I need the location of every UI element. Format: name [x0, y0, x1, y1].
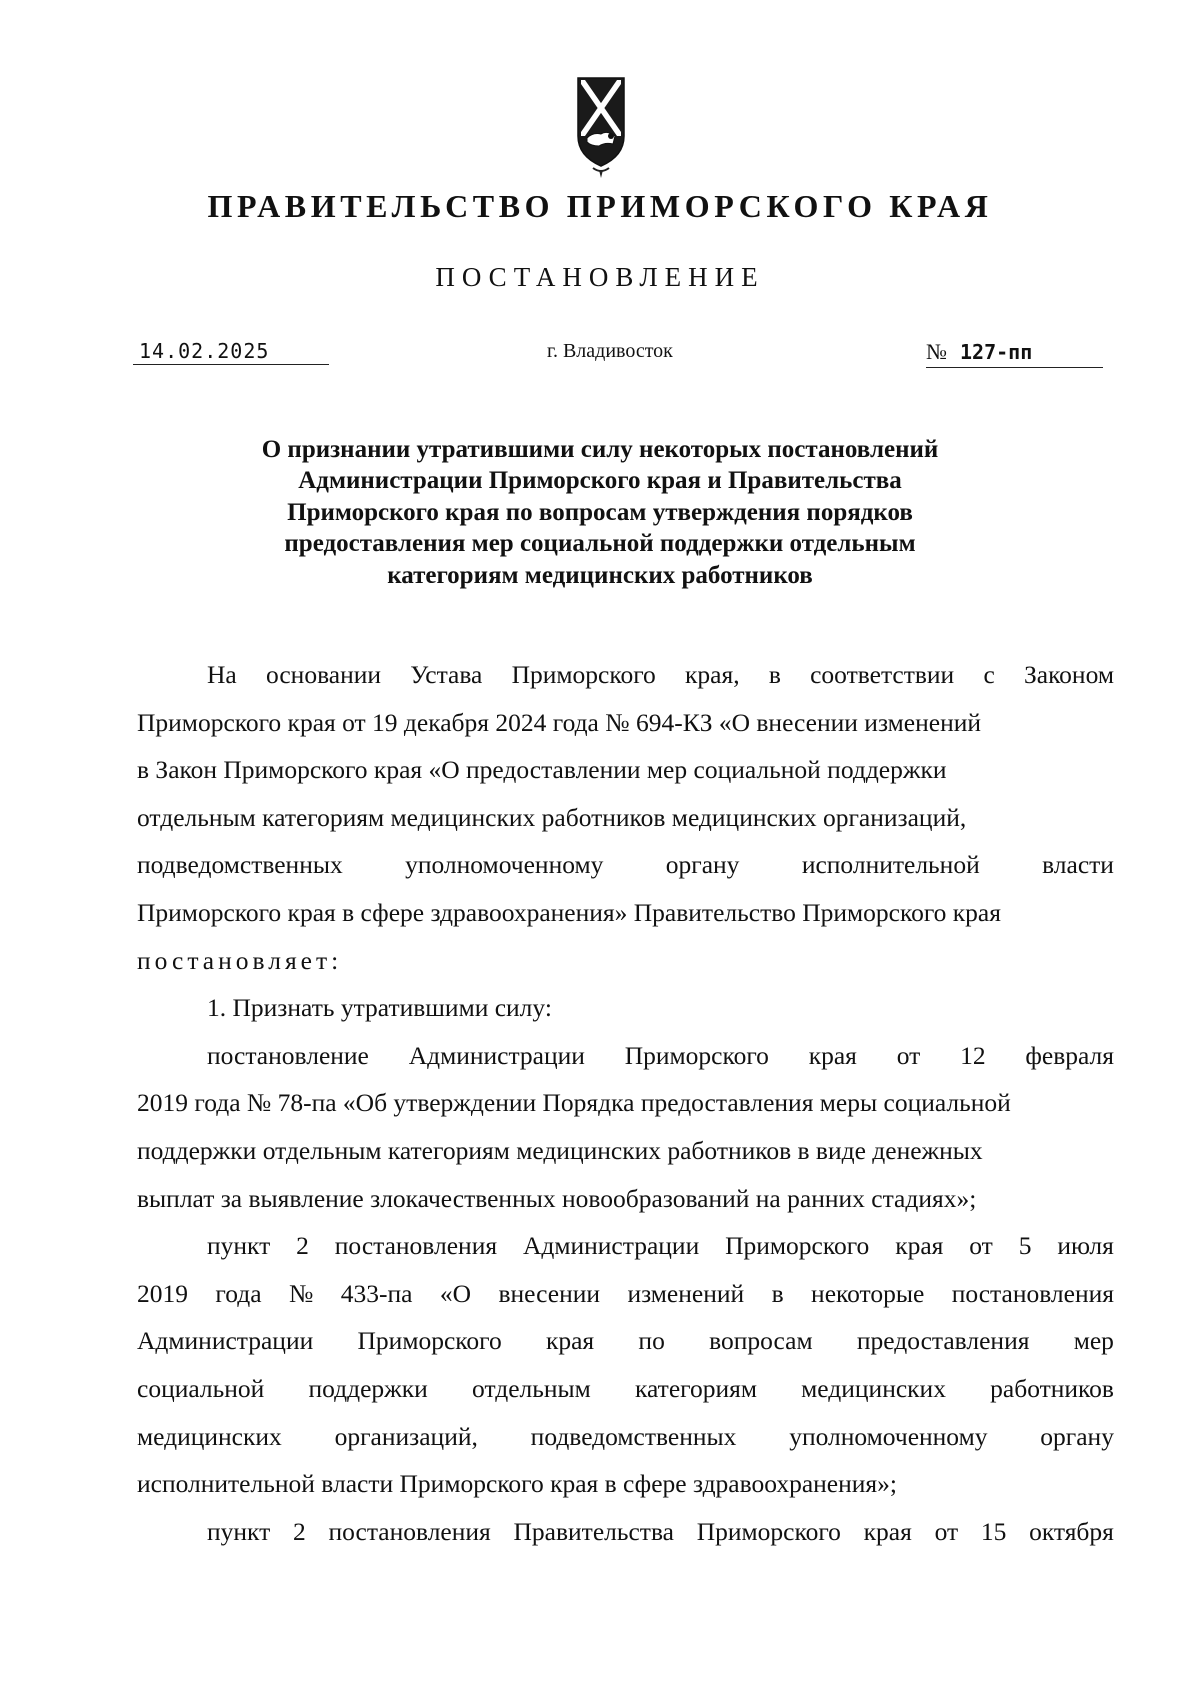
- item-1-heading: 1. Признать утратившими силу:: [207, 993, 552, 1023]
- word: Приморского: [357, 1326, 502, 1356]
- word: власти: [1042, 850, 1114, 880]
- word: 12: [960, 1040, 986, 1070]
- word: края: [545, 1326, 595, 1356]
- number-value: 127-пп: [960, 340, 1033, 364]
- word: октября: [1029, 1516, 1114, 1546]
- word: медицинских: [801, 1373, 946, 1403]
- body-line: [137, 1508, 1114, 1556]
- word: органу: [1040, 1421, 1114, 1451]
- subject-line: Администрации Приморского края и Правительства: [298, 467, 902, 495]
- body-line: [137, 841, 1114, 889]
- word: Законом: [1024, 660, 1114, 689]
- word: края: [808, 1040, 857, 1070]
- body-line: [137, 1413, 1114, 1461]
- subject-line: Приморского края по вопросам утверждения порядков: [287, 498, 913, 526]
- word: края: [863, 1516, 912, 1546]
- word: отдельным: [472, 1373, 591, 1403]
- body-line: 2019 года № 78-па «Об утверждении Порядка предоставления меры социальной: [137, 1088, 1011, 1118]
- word: медицинских: [137, 1421, 282, 1451]
- subject-line: предоставления мер социальной поддержки отдельным: [284, 530, 916, 558]
- body-line: [137, 651, 1114, 699]
- word: Приморского: [624, 1040, 769, 1070]
- word: постановления: [951, 1278, 1114, 1308]
- word: На: [207, 660, 237, 689]
- word: Администрации: [408, 1040, 585, 1070]
- word: работников: [990, 1373, 1114, 1403]
- document-body: [137, 651, 1114, 1555]
- body-line: [137, 1032, 1114, 1080]
- word: 433-па: [340, 1278, 413, 1308]
- word: некоторые: [811, 1278, 925, 1308]
- word: изменений: [627, 1278, 745, 1308]
- organization-title: ПРАВИТЕЛЬСТВО ПРИМОРСКОГО КРАЯ: [207, 188, 993, 224]
- word: постановление: [207, 1040, 369, 1070]
- word: Устава: [410, 660, 483, 689]
- word: поддержки: [308, 1373, 428, 1403]
- word: от: [934, 1516, 959, 1546]
- body-line: [137, 1365, 1114, 1413]
- word: подведомственных: [530, 1421, 737, 1451]
- word: пункт: [207, 1231, 271, 1261]
- word: 15: [980, 1516, 1007, 1546]
- word: вопросам: [709, 1326, 813, 1356]
- document-meta-row: [133, 337, 1103, 377]
- word: постановления: [334, 1231, 498, 1261]
- word: социальной: [137, 1373, 265, 1403]
- word: №: [288, 1278, 314, 1308]
- body-line: [137, 1222, 1114, 1270]
- body-line: Приморского края от 19 декабря 2024 года № 694-КЗ «О внесении изменений: [137, 707, 982, 737]
- word: края: [895, 1231, 944, 1261]
- word: в: [771, 1278, 784, 1308]
- body-line: отдельным категориям медицинских работников медицинских организаций,: [137, 802, 967, 832]
- subject-line: О признании утратившими силу некоторых постановлений: [261, 436, 939, 463]
- word: соответствии: [810, 660, 955, 689]
- word: внесении: [498, 1278, 601, 1308]
- word: 5: [1018, 1231, 1032, 1261]
- word: пункт: [207, 1516, 271, 1546]
- word: подведомственных: [137, 850, 343, 880]
- word: предоставления: [856, 1326, 1030, 1356]
- word: уполномоченному: [789, 1421, 988, 1451]
- document-date: 14.02.2025: [133, 339, 329, 365]
- word: организаций,: [334, 1421, 478, 1451]
- word: от: [896, 1040, 921, 1070]
- document-city: г. Владивосток: [547, 340, 673, 362]
- word: Приморского: [511, 660, 656, 689]
- word: категориям: [635, 1373, 757, 1403]
- word: июля: [1057, 1231, 1114, 1261]
- word: с: [983, 660, 995, 689]
- body-line: [137, 1270, 1114, 1318]
- word: по: [638, 1326, 665, 1356]
- word: 2: [292, 1516, 306, 1546]
- word: уполномоченному: [405, 850, 604, 880]
- decree-word: постановляет:: [137, 945, 343, 975]
- word: Приморского: [725, 1231, 870, 1261]
- word: исполнительной: [801, 850, 980, 880]
- word: февраля: [1025, 1040, 1114, 1070]
- body-line: выплат за выявление злокачественных новообразований на ранних стадиях»;: [137, 1183, 977, 1213]
- body-line: [137, 1317, 1114, 1365]
- word: Приморского: [696, 1516, 841, 1546]
- word: года: [215, 1278, 262, 1308]
- word: Правительства: [513, 1516, 674, 1546]
- word: 2: [296, 1231, 309, 1261]
- word: от: [969, 1231, 993, 1261]
- word: основании: [265, 660, 382, 689]
- document-subject: [200, 434, 1000, 591]
- subject-line: категориям медицинских работников: [387, 561, 813, 589]
- word: «О: [439, 1278, 472, 1308]
- word: Администрации: [522, 1231, 700, 1261]
- word: в: [768, 660, 781, 689]
- body-line: исполнительной власти Приморского края в сфере здравоохранения»;: [137, 1469, 897, 1499]
- word: края,: [685, 660, 740, 689]
- body-line: в Закон Приморского края «О предоставлении мер социальной поддержки: [137, 755, 947, 785]
- coat-of-arms-icon: [575, 74, 627, 180]
- word: постановления: [328, 1516, 491, 1546]
- number-sign: №: [926, 339, 947, 367]
- body-line: поддержки отдельным категориям медицинских работников в виде денежных: [137, 1135, 983, 1165]
- word: мер: [1073, 1326, 1114, 1356]
- word: органу: [665, 850, 740, 880]
- word: Администрации: [137, 1326, 314, 1356]
- body-line: Приморского края в сфере здравоохранения» Правительство Приморского края: [137, 897, 1001, 927]
- document-type-heading: ПОСТАНОВЛЕНИЕ: [435, 262, 765, 292]
- word: 2019: [137, 1278, 188, 1308]
- document-number: [926, 339, 1103, 368]
